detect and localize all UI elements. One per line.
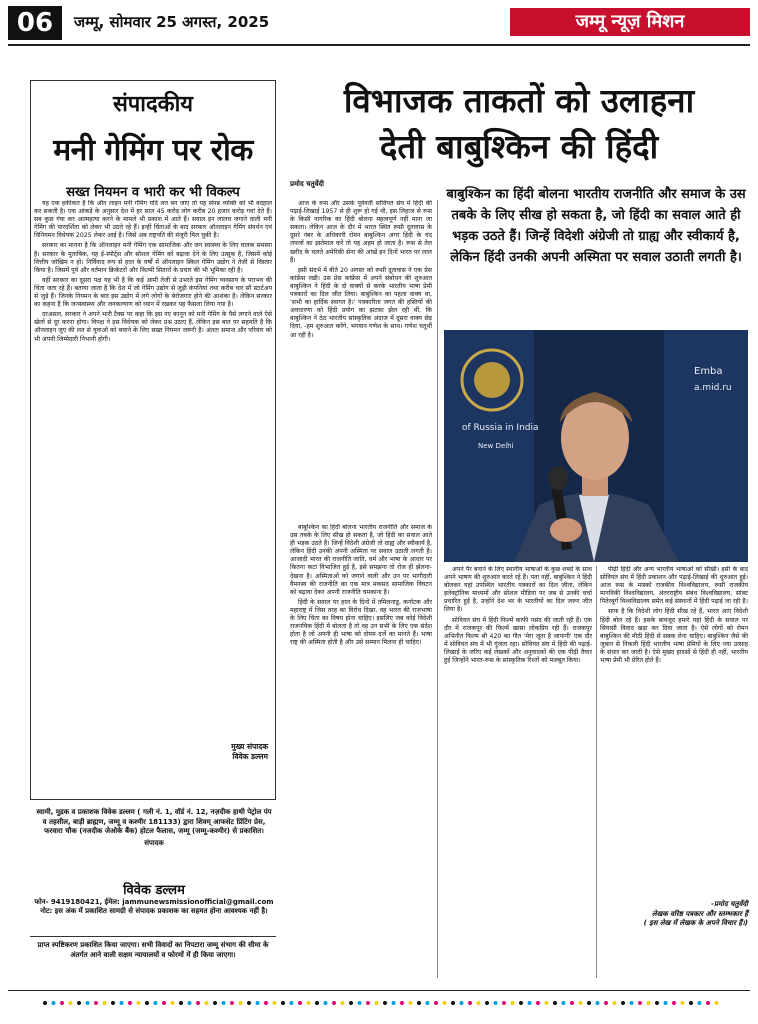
registration-dot <box>587 1001 591 1005</box>
registration-dot <box>341 1001 345 1005</box>
registration-dot <box>298 1001 302 1005</box>
registration-dot <box>485 1001 489 1005</box>
article-paragraph: इसी संदर्भ में बीते 20 अगस्त को रूसी दूतावास ने एक प्रेस कांफ्रेंस रखी। उस प्रेस कांफ्रेंस में अपने संबोधन की शुरुआत बाबुश्किन ने हिंदी के दो वाक्यों से करके भारतीय भाषा प्रेमी पत्रकारों का दिल जीत लिया। बाबुश्किन का पहला वाक्य था, 'सभी का हार्दिक स्वागत है।' पत्रकारिता जगत की हस्तियों की अवधारणा को हिंदी प्रयोग का झटका झेल रही थीं, कि बाबुश्किन ने ठेठ भारतीय सांस्कृतिक अंदाज में दूसरा वाक्य छेड़ दिया, -हम शुरुआत करेंगे, भगवान गणेश के साथ। गणेश चतुर्थी आ रही है। <box>290 266 432 339</box>
author-disclaimer: ( इस लेख में लेखक के अपने विचार हैं।) <box>643 919 748 927</box>
registration-dot <box>519 1001 523 1005</box>
registration-dot <box>400 1001 404 1005</box>
editorial-paragraph: वहीं सरकार का दूसरा पक्ष यह भी है कि कई आमी तेजी से उभरते इस गेमिंग व्यवसाय के पराभव की चिंता जता रहे हैं। बताया जाता है कि देश में जो गेमिंग उद्योग से जुड़ी कंपनियां तथा करीब चार सौ स्टार्टअप से जुड़े हैं। जिनके नियमन के बाद इस उद्योग में लगे लोगों के बेरोजगार होने की आशंका है। लेकिन सरकार का कहना है कि जनस्वास्थ्य और जनकल्याण को ध्यान में रखकर यह फैसला लिया गया है। <box>34 276 272 309</box>
registration-dot <box>375 1001 379 1005</box>
registration-dot <box>434 1001 438 1005</box>
registration-dot <box>171 1001 175 1005</box>
registration-dot <box>536 1001 540 1005</box>
registration-dot <box>443 1001 447 1005</box>
imprint-contact: फोन- 9419180421, ईमेल: jammunewsmissionofficial@gmail.com नोट: इस अंक में प्रकाशित सामग्री से संपादक प्रकाशक का सहमत होना आवश्यक नहीं है। <box>34 898 274 916</box>
registration-dot <box>145 1001 149 1005</box>
registration-dot <box>315 1001 319 1005</box>
registration-dot <box>366 1001 370 1005</box>
registration-dot <box>349 1001 353 1005</box>
registration-dot <box>188 1001 192 1005</box>
registration-dot <box>570 1001 574 1005</box>
article-paragraph: हिंदी के सवाल पर हाल के दिनों में तमिलनाडु, कर्नाटक और महाराष्ट्र में जिस तरह का विरोध दिखा, वह भारत की राजभाषा के लिए चिंता का विषय होना चाहिए। इसलिए जब कोई विदेशी राजनयिक हिंदी में बोलता है तो वह उन सभी के लिए एक संदेश होता है जो अपनी ही भाषा को दोयम दर्जे का मानते हैं। भाषा राष्ट्र की अस्मिता होती है और उसे सम्मान मिलना ही चाहिए। <box>290 598 432 647</box>
author-sign: -प्रमोद चतुर्वेदी <box>711 900 748 908</box>
registration-dot <box>596 1001 600 1005</box>
header-rule <box>8 44 750 46</box>
backdrop-text-right: Emba <box>694 366 723 377</box>
registration-dot <box>638 1001 642 1005</box>
imprint-publisher <box>34 808 274 848</box>
backdrop-text-left: of Russia in India <box>462 423 539 433</box>
registration-dot <box>290 1001 294 1005</box>
registration-dot <box>222 1001 226 1005</box>
registration-dot <box>672 1001 676 1005</box>
editorial-signature <box>150 742 268 762</box>
article-paragraph: पीढ़ी हिंदी और अन्य भारतीय भाषाओं को सीखी। इसी के बाद सोवियत संघ में हिंदी प्रकाशन और पढ़ाई-लिखाई की शुरुआत हुई। आज रूस के मास्को राजकीय विश्वविद्यालय, रूसी राजकीय मानविकी विश्वविद्यालय, अंतरराष्ट्रीय संबंध विश्वविद्यालय, सांक्ट पितेरबुर्ग विश्वविद्यालय समेत कई संस्थानों में हिंदी पढ़ाई जा रही है। <box>600 566 748 606</box>
registration-dot <box>281 1001 285 1005</box>
editorial-paragraph: सरकार का मानना है कि ऑनलाइन मनी गेमिंग एक सामाजिक और जन स्वास्थ्य के लिए घातक समस्या है। सरकार के मुताबिक, यह ई-स्पोर्ट्स और सोशल गेमिंग को बढ़ावा देने के लिए उत्सुक है, जिसमें कोई वित्तीय जोखिम न हो। निर्विवाद रूप से हाल के वर्षों में ऑनलाइन स्किल गेमिंग उद्योग ने तेजी से विस्तार किया है। जिसमें पूर्व और वर्तमान क्रिकेटरों और फिल्मी सितारों के प्रचार की भी भूमिका रही है। <box>34 242 272 274</box>
headline-line-2: देती बाबुश्किन की हिंदी <box>379 127 659 166</box>
article-paragraph: बाबुश्किन का हिंदी बोलना भारतीय राजनीति और समाज के उस तबके के लिए सीख हो सकता है, जो हिंदी का सवाल आते ही भड़क उठते हैं। जिन्हें विदेशी अंग्रेजी तो ग्राह्य और स्वीकार्य है, लेकिन हिंदी उनकी अपनी अस्मिता पर सवाल उठाती लगती है। आजादी भारत की राजनीति जाति, धर्म और भाषा के आधार पर कितना कटा विभाजित हुई है, इसे समझना तो रोज ही झेलना-देखना है। अस्मिताओं को जगाने वाली और उन पर भागीदारी वैमनस्य की राजनीति का एक मात्र मकसद सामाजिक विघटन को बढ़ावा देकर अपनी राजनीति चमकाना है। <box>290 524 432 596</box>
registration-dot <box>664 1001 668 1005</box>
newspaper-brand: जम्मू न्यूज़ मिशन <box>510 8 750 36</box>
article-deck: बाबुश्किन का हिंदी बोलना भारतीय राजनीति और समाज के उस तबके के लिए सीख हो सकता है, जो हिंदी का सवाल आते ही भड़क उठते हैं। जिन्हें विदेशी अंग्रेजी तो ग्राह्य और स्वीकार्य है, लेकिन हिंदी उनकी अपनी अस्मिता पर सवाल उठाती लगती है। <box>446 187 746 265</box>
registration-dot <box>205 1001 209 1005</box>
registration-dot <box>392 1001 396 1005</box>
editorial-body <box>34 200 272 740</box>
registration-dot <box>715 1001 719 1005</box>
editorial-title: मनी गेमिंग पर रोक <box>53 133 253 168</box>
registration-dot <box>196 1001 200 1005</box>
article-paragraph: अपने पैर बनाने के लिए स्थानीय भाषाओं के कुछ शब्दों के साथ अपने भाषण की शुरुआत करते रहे हैं। पता नहीं, बाबुश्किन ने हिंदी बोलकर यहां उपस्थित भारतीय पत्रकारों का दिल जीता, लेकिन इलेक्ट्रॉनिक माध्यमों और सोशल मीडिया पर जब से उनकी चर्चा प्रचारित हुई है, उन्होंने देश भर के भारतीयों का दिल जरूर जीत लिया है। <box>444 566 592 614</box>
registration-dot <box>307 1001 311 1005</box>
registration-dot <box>698 1001 702 1005</box>
registration-dot <box>230 1001 234 1005</box>
registration-dot <box>128 1001 132 1005</box>
registration-dot <box>264 1001 268 1005</box>
signature-name: विवेक डल्लम <box>232 752 268 761</box>
article-paragraph: साफ है कि विदेशी लोग हिंदी सीख रहे हैं, भारत आए विदेशी हिंदी बोल रहे हैं। इसके बावजूद हमारे यहां हिंदी के सवाल पर सियासी विवाद खड़ा कर दिया जाता है। ऐसे लोगों को रोमन बाबुश्किन की मीठी हिंदी से सबक लेना चाहिए। बाबुश्किन जैसे की जुबान से निकली हिंदी भारतीय भाषा प्रेमियों के लिए नया उत्साह के संचार कर जाती है। ऐसे मुखद हादसों से हिंदी ही नहीं, भारतीय भाषा प्रेमी भी प्रेरित होते हैं। <box>600 608 748 665</box>
signature-title: मुख्य संपादक <box>231 742 268 751</box>
registration-dot <box>239 1001 243 1005</box>
registration-dot <box>179 1001 183 1005</box>
registration-dot <box>502 1001 506 1005</box>
registration-dot <box>409 1001 413 1005</box>
registration-dot <box>60 1001 64 1005</box>
registration-dot <box>247 1001 251 1005</box>
backdrop-url: a.mid.ru <box>694 383 732 393</box>
registration-dot <box>69 1001 73 1005</box>
editorial-paragraph: दरअसल, सरकार ने अपने भारी टैक्स पर कहा कि इस नए कानून को मनी गेमिंग के पैसे लगाने वाले ऐसे खेलों से दूर करना होगा। विपक्ष ने इस विधेयक को लेकर प्रश्न उठाए हैं, लेकिन इस बात पर सहमति है कि ऑनलाइन जुए की लत से युवाओं को बचाने के लिए सख्त नियमन जरूरी है। अंततः समाज और परिवार को भी अपनी जिम्मेदारी निभानी होगी। <box>34 311 272 343</box>
editorial-subtitle: सख्त नियमन व भारी कर भी विकल्प <box>66 185 240 200</box>
registration-dot <box>154 1001 158 1005</box>
speaker-photo <box>444 330 748 562</box>
registration-dot <box>332 1001 336 1005</box>
registration-dot <box>86 1001 90 1005</box>
article-column-3 <box>600 566 748 896</box>
registration-dot <box>273 1001 277 1005</box>
registration-dot <box>451 1001 455 1005</box>
registration-dot <box>137 1001 141 1005</box>
registration-dot <box>417 1001 421 1005</box>
imprint-jurisdiction: प्राप्त स्पष्टिकरण प्रकाशित किया जाएगा। सभी विवादों का निपटारा जम्मू संभाग की सीमा के अंतर्गत आने वाली सक्षम न्यायालयों व फोरमों में ही किया जाएगा। <box>30 936 276 960</box>
registration-dot <box>43 1001 47 1005</box>
article-paragraph: आज के रूस और उसके पूर्ववर्ती सोवियत संघ में हिंदी की पढ़ाई-लिखाई 1957 से ही शुरू हो गई थी, इस लिहाज से रूस के किसी नागरिक का हिंदी बोलना महत्वपूर्ण नहीं माना जा सकता। लेकिन आज के दौर में भारत स्थित रूसी दूतावास के दूसरे नंबर के अधिकारी रोमन बाबुश्किन अगर हिंदी के चंद लफ्जों का इस्तेमाल करें तो यह अहम हो जाता है। रूस से तेल खरीद के चलते अमेरिकी सेना की आंखें इन दिनों भारत पर लाल हैं। <box>290 200 432 264</box>
author-signature <box>600 900 748 929</box>
registration-dot <box>460 1001 464 1005</box>
registration-dot <box>162 1001 166 1005</box>
headline-line-1: विभाजक ताकतों को उलाहना <box>343 81 695 120</box>
editor-label: संपादक <box>144 838 164 847</box>
page-number: 06 <box>8 6 62 40</box>
registration-dot <box>256 1001 260 1005</box>
registration-dot <box>630 1001 634 1005</box>
registration-dot <box>324 1001 328 1005</box>
registration-dot <box>562 1001 566 1005</box>
registration-dot <box>426 1001 430 1005</box>
registration-dot <box>655 1001 659 1005</box>
article-column-1 <box>290 200 432 520</box>
article-paragraph: सोवियत संघ में हिंदी फिल्में काफी पसंद की जाती रही हैं। एक दौर में राजकपूर की फिल्में खासा लोकप्रिय रही हैं। राजकपूर अभिनीत फिल्म श्री 420 का गीत 'मेरा जूता है जापानी' एक दौर में सोवियत संघ में भी गूंजता रहा। सोवियत संघ में हिंदी की पढ़ाई-लिखाई के जरिए कई लेखकों और अनुवादकों की एक पीढ़ी तैयार हुई जिन्होंने भारत-रूस के सांस्कृतिक रिश्तों को मजबूत किया। <box>444 616 592 665</box>
dateline: जम्मू, सोमवार 25 अगस्त, 2025 <box>74 13 270 31</box>
registration-dot <box>647 1001 651 1005</box>
registration-dot <box>494 1001 498 1005</box>
article-column-2 <box>444 566 592 976</box>
registration-dot <box>511 1001 515 1005</box>
registration-dot <box>383 1001 387 1005</box>
registration-dot <box>358 1001 362 1005</box>
editor-name: विवेक डल्लम <box>123 883 185 898</box>
registration-dot <box>477 1001 481 1005</box>
registration-dot <box>111 1001 115 1005</box>
footer-rule <box>8 990 750 991</box>
registration-dot <box>94 1001 98 1005</box>
registration-dot <box>579 1001 583 1005</box>
registration-dot <box>553 1001 557 1005</box>
backdrop-city: New Delhi <box>478 442 514 450</box>
registration-dot <box>77 1001 81 1005</box>
author-note: लेखक वरिष्ठ पत्रकार और स्तम्भकार हैं <box>651 909 748 918</box>
registration-dot <box>621 1001 625 1005</box>
registration-dot <box>52 1001 56 1005</box>
registration-dot <box>103 1001 107 1005</box>
editorial-section-label: संपादकीय <box>112 92 194 117</box>
registration-dot <box>468 1001 472 1005</box>
registration-dot <box>528 1001 532 1005</box>
column-divider <box>437 200 438 978</box>
registration-dot <box>706 1001 710 1005</box>
registration-dot <box>120 1001 124 1005</box>
registration-dot <box>613 1001 617 1005</box>
article-headline <box>290 78 748 170</box>
registration-dot <box>604 1001 608 1005</box>
article-column-1-continued <box>290 524 432 978</box>
article-photo <box>444 330 748 562</box>
editorial-paragraph: यह एक हकीकत है कि ऑन लाइन मनी गेमिंग यदि लत बन जाए तो यह संपन्न व्यक्ति को भी बदहाल कर सकती है। एक आंकड़े के अनुसार देश में हर साल 45 करोड़ लोग करीब 20 हजार करोड़ गवां देते हैं। सब कुछ गंवा कर आत्महत्या करने के मामले भी प्रकाश में आते हैं। सवाल इन लालच जगाने वाली मनी गेमिंग की पारदर्शिता को लेकर भी उठते रहे हैं। इन्हीं चिंताओं के बाद सरकार ऑनलाइन गेमिंग संवर्धन एवं विनियमन विधेयक 2025 लेकर आई है। जिसे अब राष्ट्रपति की मंजूरी मिल चुकी है। <box>34 200 272 240</box>
registration-dot <box>681 1001 685 1005</box>
registration-marks <box>40 998 720 1008</box>
registration-dot <box>689 1001 693 1005</box>
publisher-text: स्वामी, मुद्रक व प्रकाशक विवेक डल्लम ( गली नं. 1, वॉर्ड नं. 12, नज़दीक हाथी पेट्रोल पंप व तहसील, बाड़ी ब्राह्मण, जम्मू व कश्मीर 181133) द्वारा शिवम् आफसेट प्रिंटिंग प्रेस, फरवारा चौक (नजदीक जेओके बैंक) होटल फैलास, जम्मू (जम्मू-कश्मीर) से प्रकाशित। <box>36 808 272 836</box>
column-divider <box>596 566 597 978</box>
registration-dot <box>213 1001 217 1005</box>
registration-dot <box>545 1001 549 1005</box>
article-byline: प्रमोद चतुर्वेदी <box>290 180 324 188</box>
